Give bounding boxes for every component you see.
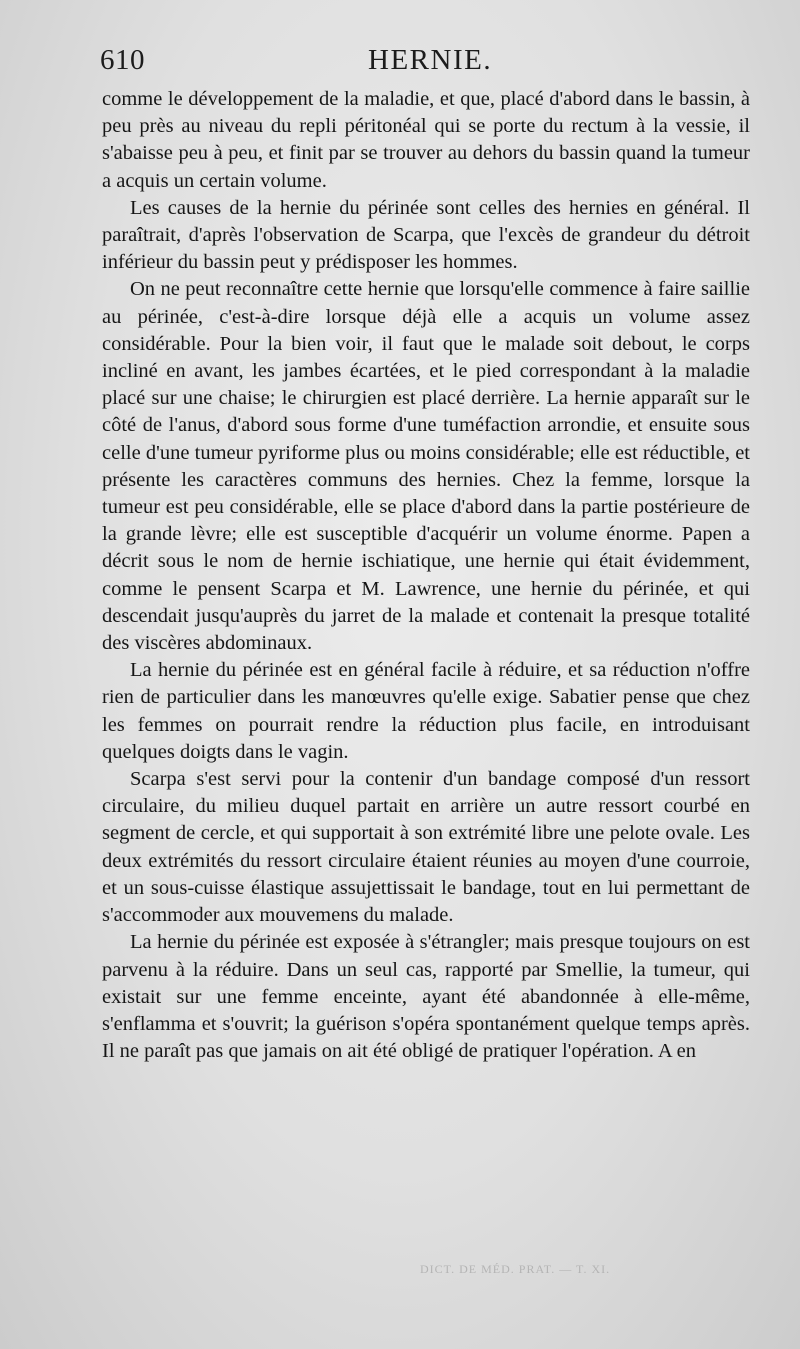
- body-text: [102, 86, 750, 1065]
- paragraph-continuation: comme le développement de la maladie, et que, placé d'abord dans le bassin, à peu près au niveau du repli péritonéal qui se porte du rectum à la vessie, il s'abaisse peu à peu, et finit par se trouver au dehors du bassin quand la tumeur a acquis un certain volume.: [102, 88, 750, 192]
- paragraph-strangulation: La hernie du périnée est exposée à s'étrangler; mais presque toujours on est parvenu à la réduire. Dans un seul cas, rapporté par Smellie, la tumeur, qui existait sur une femme enceinte, ayant été abandonnée à elle-même, s'enflamma et s'ouvrit; la guérison s'opéra spontanément quelque temps après. Il ne paraît pas que jamais on ait été obligé de pratiquer l'opération. A en: [102, 931, 750, 1063]
- page-number: 610: [100, 44, 145, 76]
- running-title: HERNIE.: [368, 44, 493, 76]
- paragraph-reduction: La hernie du périnée est en général facile à réduire, et sa réduction n'offre rien de particulier dans les manœuvres qu'elle exige. Sabatier pense que chez les femmes on pourrait rendre la réduction plus facile, en introduisant quelques doigts dans le vagin.: [102, 659, 750, 763]
- paragraph-causes: Les causes de la hernie du périnée sont celles des hernies en général. Il paraîtrait, d'après l'observation de Scarpa, que l'excès de grandeur du détroit inférieur du bassin peut y prédisposer les hommes.: [102, 196, 750, 274]
- paragraph-bandage: Scarpa s'est servi pour la contenir d'un bandage composé d'un ressort circulaire, du milieu duquel partait en arrière un autre ressort courbé en segment de cercle, et qui supportait à son extrémité libre une pelote ovale. Les deux extrémités du ressort circulaire étaient réunies au moyen d'une courroie, et un sous-cuisse élastique assujettissait le bandage, tout en lui permettant de s'accommoder aux mouvemens du malade.: [102, 768, 750, 927]
- paragraph-diagnosis: On ne peut reconnaître cette hernie que lorsqu'elle commence à faire saillie au périnée, c'est-à-dire lorsque déjà elle a acquis un volume assez considérable. Pour la bien voir, il faut que le malade soit debout, le corps incliné en avant, les jambes écartées, et le pied correspondant à la maladie placé sur une chaise; le chirurgien est placé derrière. La hernie apparaît sur le côté de l'anus, d'abord sous forme d'une tuméfaction arrondie, et ensuite sous celle d'une tumeur pyriforme plus ou moins considérable; elle est réductible, et présente les caractères communs des hernies. Chez la femme, lorsque la tumeur est peu considérable, elle se place d'abord dans la partie postérieure de la grande lèvre; elle est susceptible d'acquérir un volume énorme. Papen a décrit sous le nom de hernie ischiatique, une hernie qui était évidemment, comme le pensent Scarpa et M. Lawrence, une hernie du périnée, et qui descendait jusqu'auprès du jarret de la malade et contenait la presque totalité des viscères abdominaux.: [102, 278, 750, 655]
- page-header: [100, 44, 760, 84]
- signature-mark: DICT. DE MÉD. PRAT. — T. XI.: [420, 1262, 611, 1276]
